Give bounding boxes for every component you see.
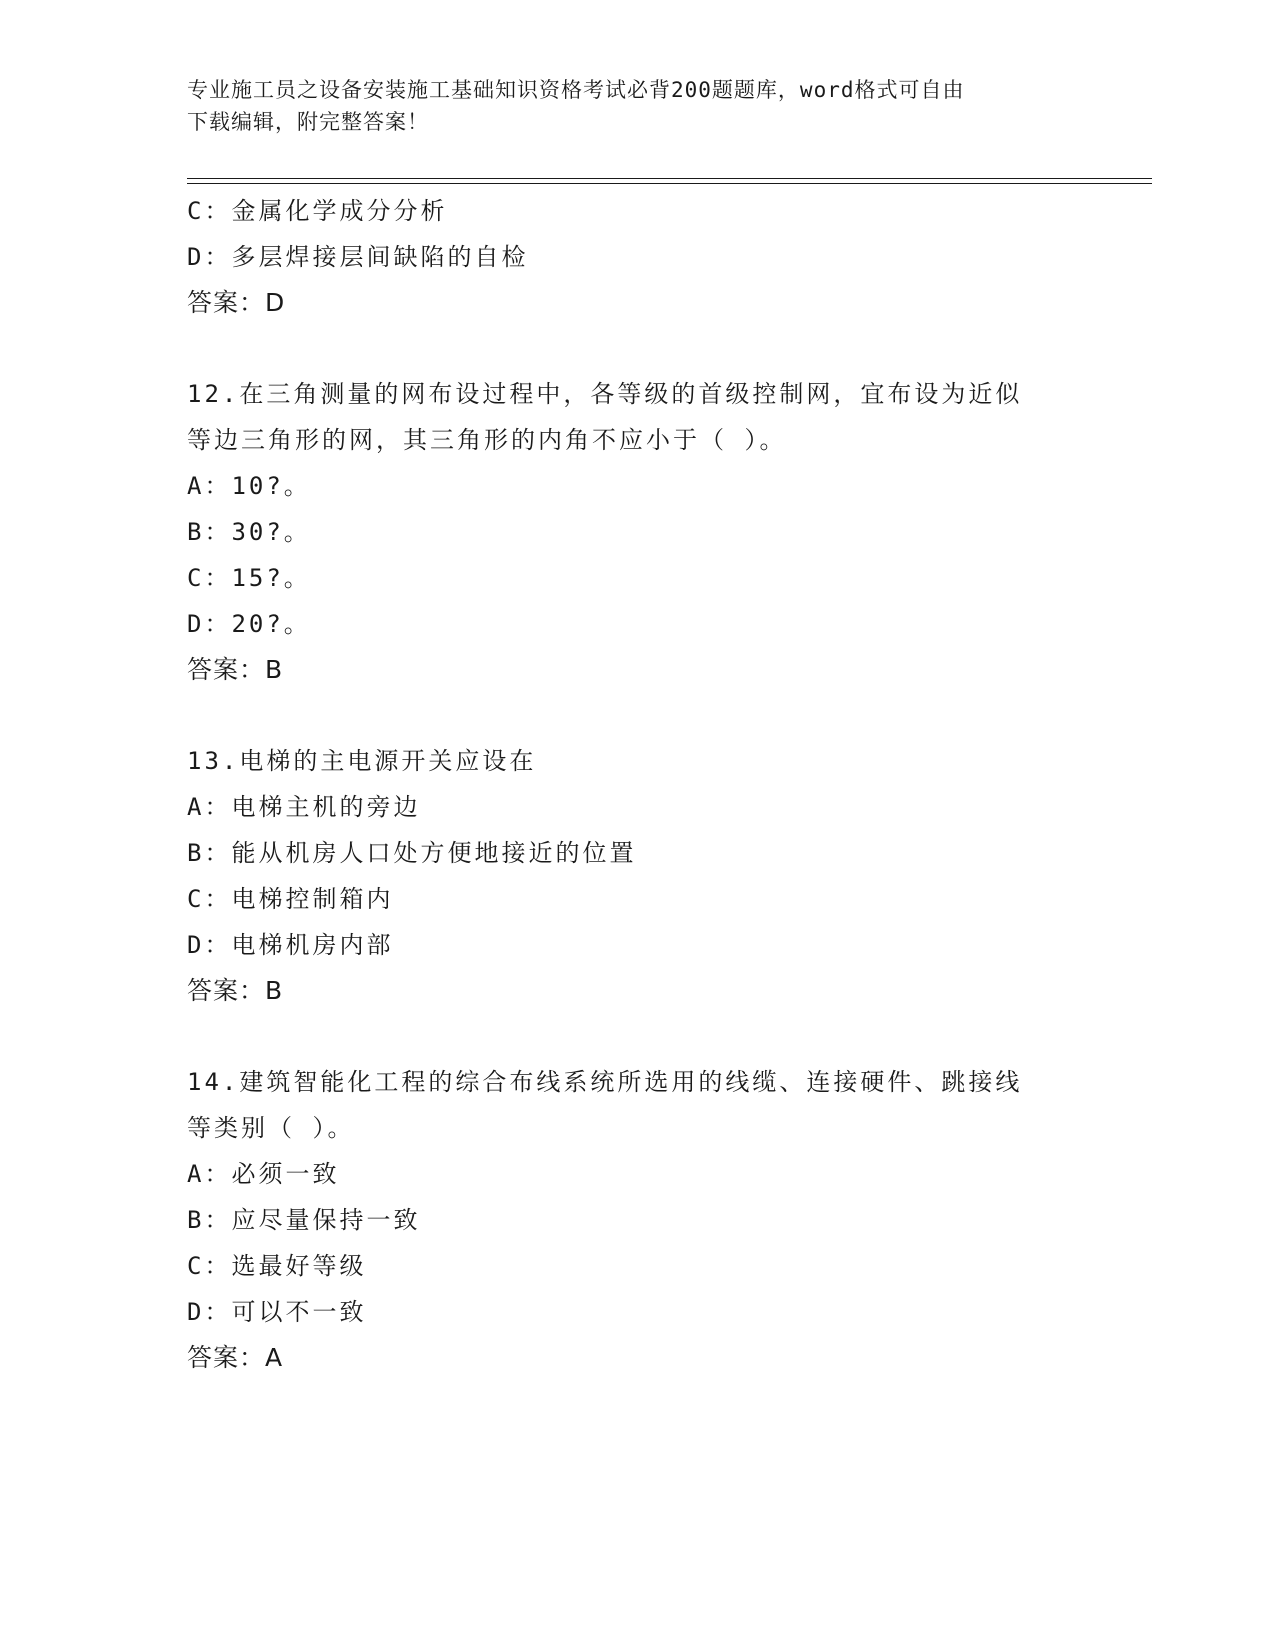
option-c: C：选最好等级 bbox=[187, 1252, 367, 1280]
question-stem: 14.建筑智能化工程的综合布线系统所选用的线缆、连接硬件、跳接线 bbox=[187, 1068, 1023, 1096]
option-a: A：必须一致 bbox=[187, 1160, 340, 1188]
option-a: A：10?。 bbox=[187, 472, 311, 500]
spacer bbox=[187, 326, 1087, 371]
header-rule-top bbox=[187, 178, 1152, 179]
option-d: D：多层焊接层间缺陷的自检 bbox=[187, 243, 529, 271]
question-stem: 等类别（ ）。 bbox=[187, 1114, 355, 1142]
option-b: B：能从机房人口处方便地接近的位置 bbox=[187, 839, 637, 867]
question-12 bbox=[187, 371, 1087, 693]
page-header bbox=[187, 74, 1067, 138]
answer: 答案：A bbox=[187, 1343, 284, 1372]
option-b: B：30?。 bbox=[187, 518, 311, 546]
question-14 bbox=[187, 1059, 1087, 1381]
answer: 答案：B bbox=[187, 976, 284, 1005]
header-line-2: 下载编辑，附完整答案！ bbox=[187, 110, 429, 134]
question-13 bbox=[187, 738, 1087, 1014]
answer: 答案：D bbox=[187, 288, 286, 317]
question-stem: 13.电梯的主电源开关应设在 bbox=[187, 747, 537, 775]
option-c: C：电梯控制箱内 bbox=[187, 885, 394, 913]
question-stem: 12.在三角测量的网布设过程中，各等级的首级控制网，宜布设为近似 bbox=[187, 380, 1023, 408]
question-stem: 等边三角形的网，其三角形的内角不应小于（ ）。 bbox=[187, 426, 787, 454]
option-d: D：电梯机房内部 bbox=[187, 931, 394, 959]
question-11-tail bbox=[187, 188, 1087, 326]
option-b: B：应尽量保持一致 bbox=[187, 1206, 421, 1234]
option-d: D：可以不一致 bbox=[187, 1298, 367, 1326]
header-rule-bottom bbox=[187, 183, 1152, 184]
option-c: C：金属化学成分分析 bbox=[187, 197, 448, 225]
header-line-1: 专业施工员之设备安装施工基础知识资格考试必背200题题库，word格式可自由 bbox=[187, 78, 965, 102]
question-list bbox=[187, 188, 1087, 1381]
spacer bbox=[187, 693, 1087, 738]
spacer bbox=[187, 1014, 1087, 1059]
option-d: D：20?。 bbox=[187, 610, 311, 638]
option-a: A：电梯主机的旁边 bbox=[187, 793, 421, 821]
answer: 答案：B bbox=[187, 655, 284, 684]
option-c: C：15?。 bbox=[187, 564, 311, 592]
